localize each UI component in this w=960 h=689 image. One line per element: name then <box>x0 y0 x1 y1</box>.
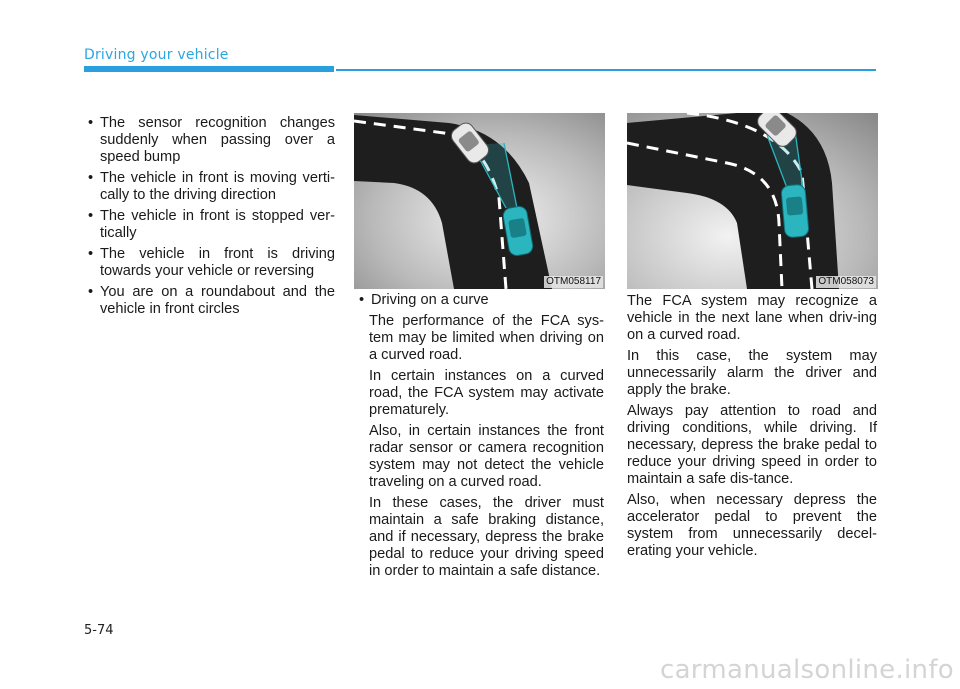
figure-code: OTM058073 <box>818 276 874 287</box>
left-column <box>84 115 335 322</box>
header-rule-thin <box>336 69 876 71</box>
curve-paragraphs <box>355 313 604 580</box>
list-item: • The vehicle in front is moving verti-cally to the driving direction <box>84 170 335 204</box>
curve-road-image-1 <box>354 113 605 289</box>
curve-bullet-heading: • Driving on a curve <box>355 292 604 309</box>
page-number: 5-74 <box>84 623 114 638</box>
paragraph: The performance of the FCA sys-tem may be limited when driving on a curved road. <box>369 313 604 363</box>
header-rule-thick <box>84 66 334 72</box>
curve-road-image-2 <box>627 113 878 289</box>
paragraph: In these cases, the driver must maintain a safe braking distance, and if necessary, depress the brake pedal to reduce your driving speed in order to maintain a safe distance. <box>369 495 604 579</box>
paragraph: Also, in certain instances the front radar sensor or camera recognition system may not detect the vehicle traveling on a curved road. <box>369 423 604 490</box>
middle-column <box>355 292 604 584</box>
paragraph: The FCA system may recognize a vehicle in the next lane when driv-ing on a curved road. <box>627 293 877 343</box>
curve-illustration-2 <box>627 113 878 289</box>
list-item: • The sensor recognition changes suddenly when passing over a speed bump <box>84 115 335 166</box>
paragraph: Also, when necessary depress the accelerator pedal to prevent the system from unnecessarily decel-erating your vehicle. <box>627 492 877 559</box>
list-item: • The vehicle in front is driving towards your vehicle or reversing <box>84 246 335 280</box>
condition-list <box>84 115 335 318</box>
paragraph: In certain instances on a curved road, the FCA system may activate prematurely. <box>369 368 604 418</box>
paragraph: In this case, the system may unnecessarily alarm the driver and apply the brake. <box>627 348 877 398</box>
watermark: carmanualsonline.info <box>659 655 954 685</box>
paragraph: Always pay attention to road and driving conditions, while driving. If necessary, depress the brake pedal to reduce your driving speed in order to maintain a safe dis-tance. <box>627 403 877 487</box>
right-column <box>627 293 877 564</box>
figure-code: OTM058117 <box>546 276 601 287</box>
curve-illustration-1 <box>354 113 605 289</box>
section-title: Driving your vehicle <box>84 47 229 63</box>
list-item: • You are on a roundabout and the vehicle in front circles <box>84 284 335 318</box>
list-item: • The vehicle in front is stopped ver-tically <box>84 208 335 242</box>
